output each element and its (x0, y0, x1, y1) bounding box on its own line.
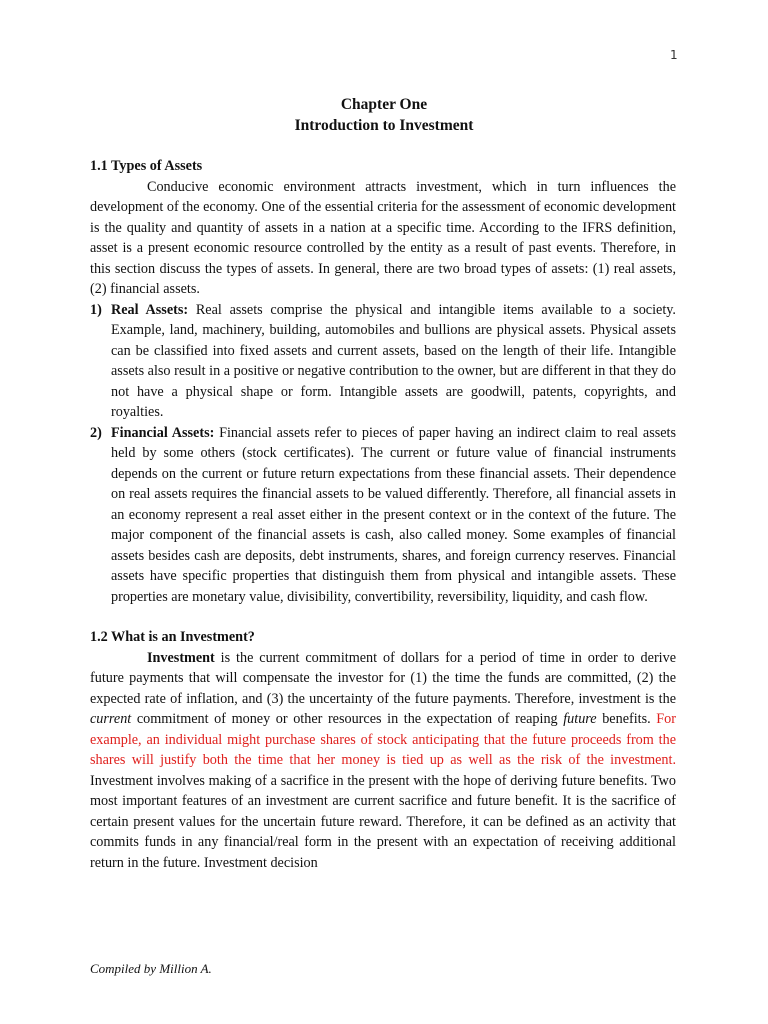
highlighted-example: For example, an individual might purchase shares of stock anticipating that the future proceeds from the shares will justify both the time that her money is tied up as well as the risk of the investment. (90, 711, 676, 768)
term-investment: Investment (147, 649, 215, 666)
asset-types-list (90, 300, 676, 608)
document-body (90, 156, 676, 873)
emphasis-current: current (90, 711, 132, 727)
section-heading-what-is-investment: 1.2 What is an Investment? (90, 629, 255, 645)
term-financial-assets: Financial Assets: (111, 424, 215, 441)
term-real-assets: Real Assets: (111, 301, 189, 318)
page-number: 1 (670, 48, 678, 62)
chapter-header (0, 94, 768, 136)
emphasis-future: future (563, 711, 597, 727)
list-number: 1) (90, 301, 102, 318)
chapter-label: Chapter One (340, 96, 428, 113)
investment-text-4: Investment involves making of a sacrifice in the present with the hope of deriving future benefits. Two most important features of an investment are current sacrifice and future benefit. It is the sacrifice of certain present values for the uncertain future reward. Therefore, it can be defined as an activity that commits funds in any financial/real form in the present with an expectation of receiving additional return in the future. Investment decision (90, 772, 676, 871)
list-item-real-assets (90, 300, 676, 423)
list-number: 2) (90, 424, 102, 441)
section-intro-paragraph: Conducive economic environment attracts investment, which in turn influences the development of the economy. One of the essential criteria for the assessment of economic development is the quality and quantity of assets in a nation at a specific time. According to the IFRS definition, asset is a present economic resource controlled by the entity as a result of past events. Therefore, in this section discuss the types of assets. In general, there are two broad types of assets: (1) real assets, (2) financial assets. (90, 178, 676, 297)
section-heading-types-of-assets: 1.1 Types of Assets (90, 158, 203, 174)
real-assets-text: Real assets comprise the physical and intangible items available to a society. Example, land, machinery, building, automobiles and bullions are physical assets. Physical assets can be classified into fixed assets and current assets, based on the length of their life. Intangible assets also result in a positive or negative contribution to the owner, but are different in that they do not have a physical shape or form. Intangible assets are goodwill, patents, copyrights, and royalties. (111, 301, 676, 420)
list-item-financial-assets (90, 423, 676, 608)
page-footer: Compiled by Million A. (90, 961, 212, 976)
investment-paragraph (90, 648, 676, 874)
investment-text-1: is the current commitment of dollars for a period of time in order to derive future payments that will compensate the investor for (1) the time the funds are committed, (2) the expected rate of inflation, and (3) the uncertainty of the future payments. Therefore, investment is the (90, 649, 676, 707)
investment-text-2: commitment of money or other resources in the expectation of reaping (131, 711, 564, 727)
chapter-title: Introduction to Investment (294, 117, 474, 134)
financial-assets-text: Financial assets refer to pieces of paper having an indirect claim to real assets held by some others (stock certificates). The current or future value of financial instruments depends on the current or future return expectations from these financial assets. Their dependence on real assets requires the financial assets to be valued differently. Therefore, all financial assets in an economy represent a real asset either in the present context or in the context of the future. The major component of the financial assets is cash, also called money. Some examples of financial assets besides cash are deposits, debt instruments, shares, and foreign currency reserves. Financial assets have specific properties that distinguish them from physical and intangible assets. These properties are monetary value, divisibility, convertibility, reversibility, liquidity, and cash flow. (111, 424, 676, 605)
investment-text-3: benefits. (596, 711, 657, 727)
